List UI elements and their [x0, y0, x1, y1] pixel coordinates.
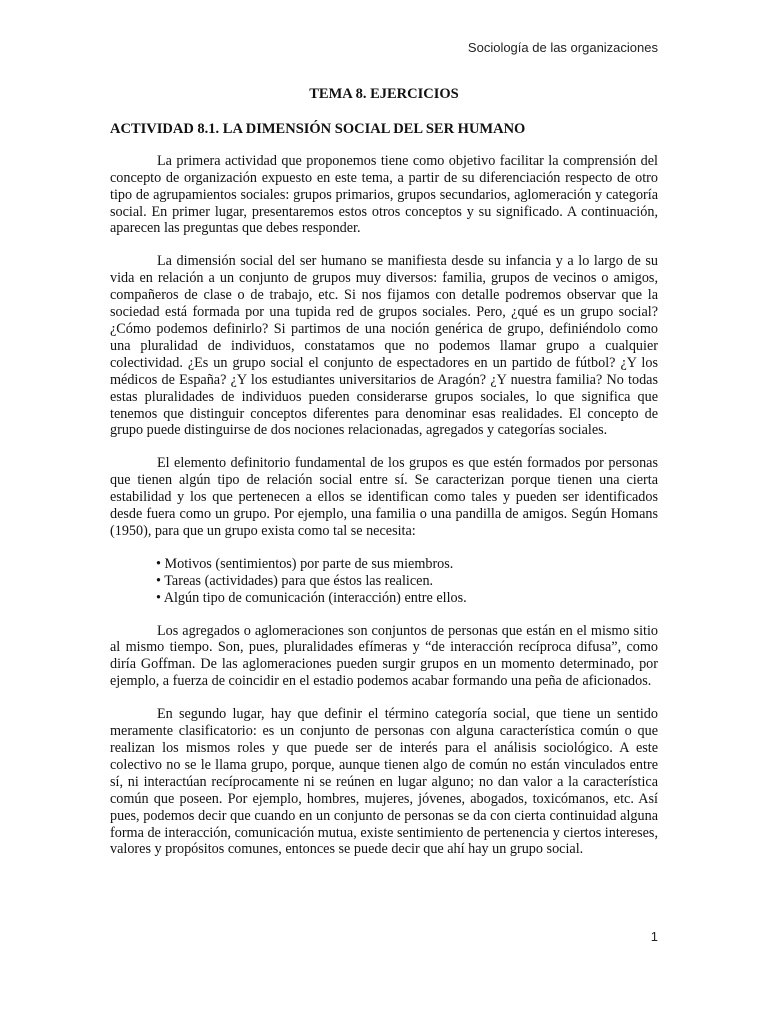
- activity-heading: ACTIVIDAD 8.1. LA DIMENSIÓN SOCIAL DEL SER HUMANO: [110, 120, 526, 137]
- paragraph-social-category: En segundo lugar, hay que definir el término categoría social, que tiene un sentido meramente clasificatorio: es un conjunto de personas con alguna característica común o que realizan los mismos roles y que puede ser de interés para el análisis sociológico. A este colectivo no se le llama grupo, porque, aunque tienen algo de común no están vinculados entre sí, ni interactúan recíprocamente ni se reúnen en lugar alguno; no dan valor a la característica común que poseen. Por ejemplo, hombres, mujeres, jóvenes, abogados, toxicómanos, etc. Así pues, podemos decir que cuando en un conjunto de personas se da con cierta continuidad alguna forma de interacción, comunicación mutua, existe sentimiento de pertenencia y ciertos intereses, valores y propósitos comunes, entonces se puede decir que ahí hay un grupo social.: [110, 706, 658, 858]
- paragraph-intro: La primera actividad que proponemos tiene como objetivo facilitar la comprensión del concepto de organización expuesto en este tema, a partir de su diferenciación respecto de otro tipo de agrupamientos sociales: grupos primarios, grupos secundarios, aglomeración y categoría social. En primer lugar, presentaremos estos otros conceptos y su significado. A continuación, aparecen las preguntas que debes responder.: [110, 152, 658, 237]
- paragraph-aggregates: Los agregados o aglomeraciones son conjuntos de personas que están en el mismo sitio al mismo tiempo. Son, pues, pluralidades efímeras y “de interacción recíproca difusa”, como diría Goffman. De las aglomeraciones pueden surgir grupos en un momento determinado, por ejemplo, a fuerza de coincidir en el estadio podemos acabar formando una peña de aficionados.: [110, 622, 658, 690]
- running-header: Sociología de las organizaciones: [467, 40, 658, 55]
- paragraph-group-definition: El elemento definitorio fundamental de los grupos es que estén formados por personas que tienen algún tipo de relación social entre sí. Se caracterizan porque tienen una cierta estabilidad y los que pertenecen a ellos se identifican como tales y pueden ser identificados desde fuera como un grupo. Por ejemplo, una familia o una pandilla de amigos. Según Homans (1950), para que un grupo exista como tal se necesita:: [110, 455, 658, 539]
- list-item: • Algún tipo de comunicación (interacción) entre ellos.: [156, 589, 467, 606]
- homans-requirements-list: [110, 556, 658, 607]
- list-item: • Motivos (sentimientos) por parte de sus miembros.: [156, 555, 454, 572]
- page-content: [110, 86, 658, 874]
- page-number: 1: [650, 929, 658, 944]
- page-title: TEMA 8. EJERCICIOS: [309, 86, 459, 102]
- paragraph-social-dimension: La dimensión social del ser humano se manifiesta desde su infancia y a lo largo de su vida en relación a un conjunto de grupos muy diversos: familia, grupos de vecinos o amigos, compañeros de clase o de trabajo, etc. Si nos fijamos con detalle podremos observar que la sociedad está formada por una tupida red de grupos sociales. Pero, ¿qué es un grupo social? ¿Cómo podemos definirlo? Si partimos de una noción genérica de grupo, definiéndolo como una pluralidad de individuos, constatamos que no podemos llamar grupo a cualquier colectividad. ¿Es un grupo social el conjunto de espectadores en un partido de fútbol? ¿Y los médicos de España? ¿Y los estudiantes universitarios de Aragón? ¿Y nuestra familia? No todas estas pluralidades de individuos pueden considerarse grupos sociales, lo que significa que tenemos que distinguir conceptos diferentes para denominar esas realidades. El concepto de grupo puede distinguirse de dos nociones relacionadas, agregados y categorías sociales.: [110, 253, 658, 439]
- list-item: • Tareas (actividades) para que éstos las realicen.: [156, 572, 434, 589]
